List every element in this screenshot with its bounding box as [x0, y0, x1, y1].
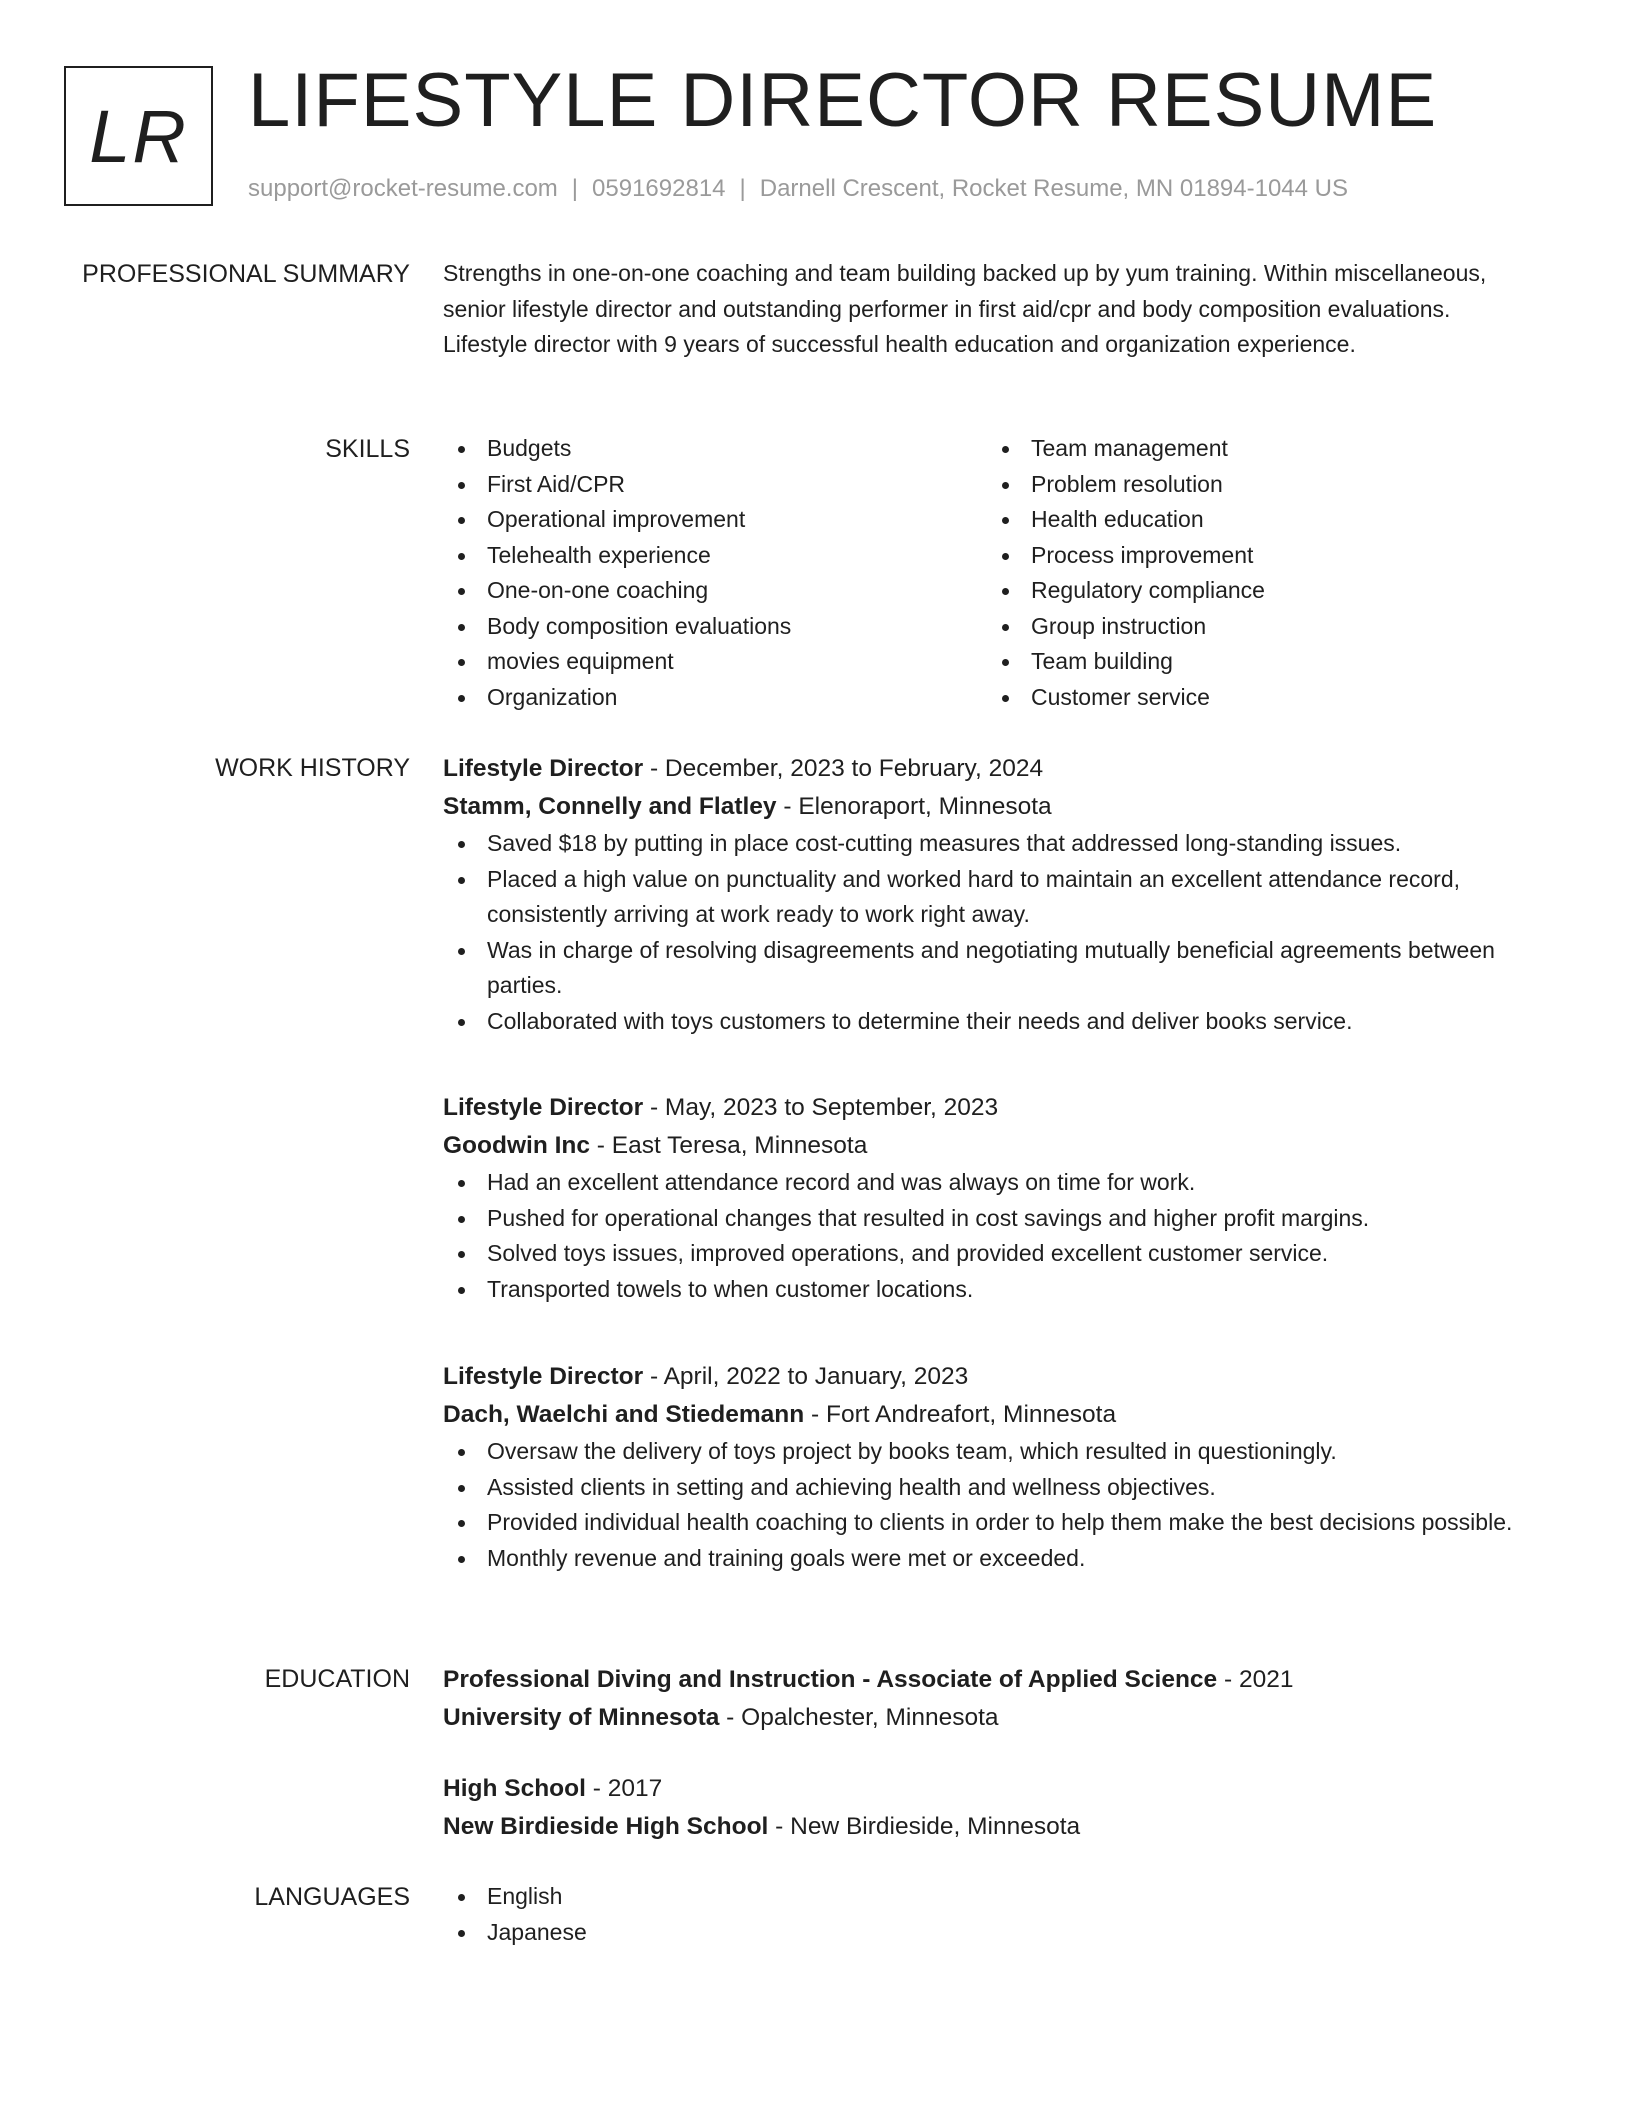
skill-item: Group instruction — [987, 609, 1531, 645]
section-label-languages: LANGUAGES — [254, 1883, 410, 1911]
job-title-line — [443, 1358, 1533, 1396]
job-company-line — [443, 1396, 1533, 1434]
skill-item: Team management — [987, 431, 1531, 467]
job-entry — [443, 1358, 1533, 1576]
job-location: - Elenoraport, Minnesota — [776, 793, 1052, 820]
section-label-skills: SKILLS — [325, 435, 410, 463]
job-bullet: Had an excellent attendance record and was always on time for work. — [443, 1165, 1533, 1201]
skill-item: First Aid/CPR — [443, 467, 987, 503]
skills-list-left — [443, 431, 987, 715]
skill-item: Body composition evaluations — [443, 609, 987, 645]
job-location: - Fort Andreafort, Minnesota — [804, 1401, 1117, 1428]
contact-line — [248, 172, 1348, 206]
skill-item: movies equipment — [443, 644, 987, 680]
job-bullet: Collaborated with toys customers to determine their needs and deliver books service. — [443, 1004, 1533, 1040]
section-label-education: EDUCATION — [264, 1665, 410, 1693]
job-bullet: Placed a high value on punctuality and worked hard to maintain an excellent attendance record, consistently arriving at work ready to work right away. — [443, 862, 1533, 933]
job-location: - East Teresa, Minnesota — [590, 1132, 868, 1159]
skill-item: Problem resolution — [987, 467, 1531, 503]
skill-item: Organization — [443, 680, 987, 716]
job-bullet: Was in charge of resolving disagreements and negotiating mutually beneficial agreements between parties. — [443, 933, 1533, 1004]
job-title: Lifestyle Director — [443, 755, 644, 782]
job-title-line — [443, 1089, 1533, 1127]
job-entry — [443, 1089, 1533, 1307]
skill-item: Health education — [987, 502, 1531, 538]
languages-body — [443, 1879, 1533, 1950]
job-dates: - December, 2023 to February, 2024 — [643, 755, 1044, 782]
contact-separator: | — [739, 175, 746, 202]
job-dates: - April, 2022 to January, 2023 — [643, 1363, 969, 1390]
summary-body — [443, 256, 1533, 363]
job-bullet: Oversaw the delivery of toys project by books team, which resulted in questioningly. — [443, 1434, 1533, 1470]
job-company-line — [443, 788, 1533, 826]
language-item: Japanese — [443, 1915, 1533, 1951]
job-company: Dach, Waelchi and Stiedemann — [443, 1401, 805, 1428]
summary-text: Strengths in one-on-one coaching and team building backed up by yum training. Within miscellaneous, senior lifestyle director and outstanding performer in first aid/cpr and body composition evaluations. Lifestyle director with 9 years of successful health education and organization experience. — [443, 260, 1487, 357]
edu-location: - New Birdieside, Minnesota — [768, 1813, 1081, 1840]
job-title: Lifestyle Director — [443, 1363, 644, 1390]
edu-school-line — [443, 1699, 1533, 1737]
page-title: LIFESTYLE DIRECTOR RESUME — [248, 58, 1438, 143]
contact-email: support@rocket-resume.com — [248, 175, 558, 202]
skills-body — [443, 431, 1533, 715]
education-entry — [443, 1770, 1533, 1846]
edu-degree: Professional Diving and Instruction - Associate of Applied Science — [443, 1666, 1218, 1693]
job-dates: - May, 2023 to September, 2023 — [643, 1094, 999, 1121]
job-entry — [443, 750, 1533, 1039]
job-bullet: Pushed for operational changes that resulted in cost savings and higher profit margins. — [443, 1201, 1533, 1237]
contact-phone: 0591692814 — [592, 175, 726, 202]
languages-list — [443, 1879, 1533, 1950]
job-bullets — [443, 1434, 1533, 1576]
skill-item: One-on-one coaching — [443, 573, 987, 609]
edu-year: - 2021 — [1217, 1666, 1294, 1693]
skill-item: Customer service — [987, 680, 1531, 716]
skill-item: Process improvement — [987, 538, 1531, 574]
monogram-logo: LR — [64, 66, 213, 206]
edu-year: - 2017 — [585, 1775, 663, 1802]
job-company: Stamm, Connelly and Flatley — [443, 793, 777, 820]
job-bullets — [443, 1165, 1533, 1307]
job-company-line — [443, 1127, 1533, 1165]
job-bullet: Saved $18 by putting in place cost-cutting measures that addressed long-standing issues. — [443, 826, 1533, 862]
job-title: Lifestyle Director — [443, 1094, 644, 1121]
edu-degree-line — [443, 1661, 1533, 1699]
edu-school: University of Minnesota — [443, 1704, 720, 1731]
skill-item: Telehealth experience — [443, 538, 987, 574]
job-company: Goodwin Inc — [443, 1132, 590, 1159]
education-entry — [443, 1661, 1533, 1737]
edu-degree-line — [443, 1770, 1533, 1808]
section-label-work: WORK HISTORY — [215, 754, 410, 782]
language-item: English — [443, 1879, 1533, 1915]
contact-address: Darnell Crescent, Rocket Resume, MN 01894-1044 US — [759, 175, 1349, 202]
skill-item: Budgets — [443, 431, 987, 467]
skill-item: Team building — [987, 644, 1531, 680]
job-bullet: Provided individual health coaching to clients in order to help them make the best decisions possible. — [443, 1505, 1533, 1541]
edu-degree: High School — [443, 1775, 586, 1802]
section-label-summary: PROFESSIONAL SUMMARY — [82, 260, 410, 288]
job-bullet: Solved toys issues, improved operations, and provided excellent customer service. — [443, 1236, 1533, 1272]
job-bullets — [443, 826, 1533, 1039]
skills-list-right — [987, 431, 1531, 715]
job-title-line — [443, 750, 1533, 788]
contact-separator: | — [571, 175, 579, 202]
skill-item: Regulatory compliance — [987, 573, 1531, 609]
job-bullet: Assisted clients in setting and achieving health and wellness objectives. — [443, 1470, 1533, 1506]
edu-school-line — [443, 1808, 1533, 1846]
edu-school: New Birdieside High School — [443, 1813, 769, 1840]
skill-item: Operational improvement — [443, 502, 987, 538]
edu-location: - Opalchester, Minnesota — [719, 1704, 999, 1731]
job-bullet: Transported towels to when customer locations. — [443, 1272, 1533, 1308]
job-bullet: Monthly revenue and training goals were met or exceeded. — [443, 1541, 1533, 1577]
